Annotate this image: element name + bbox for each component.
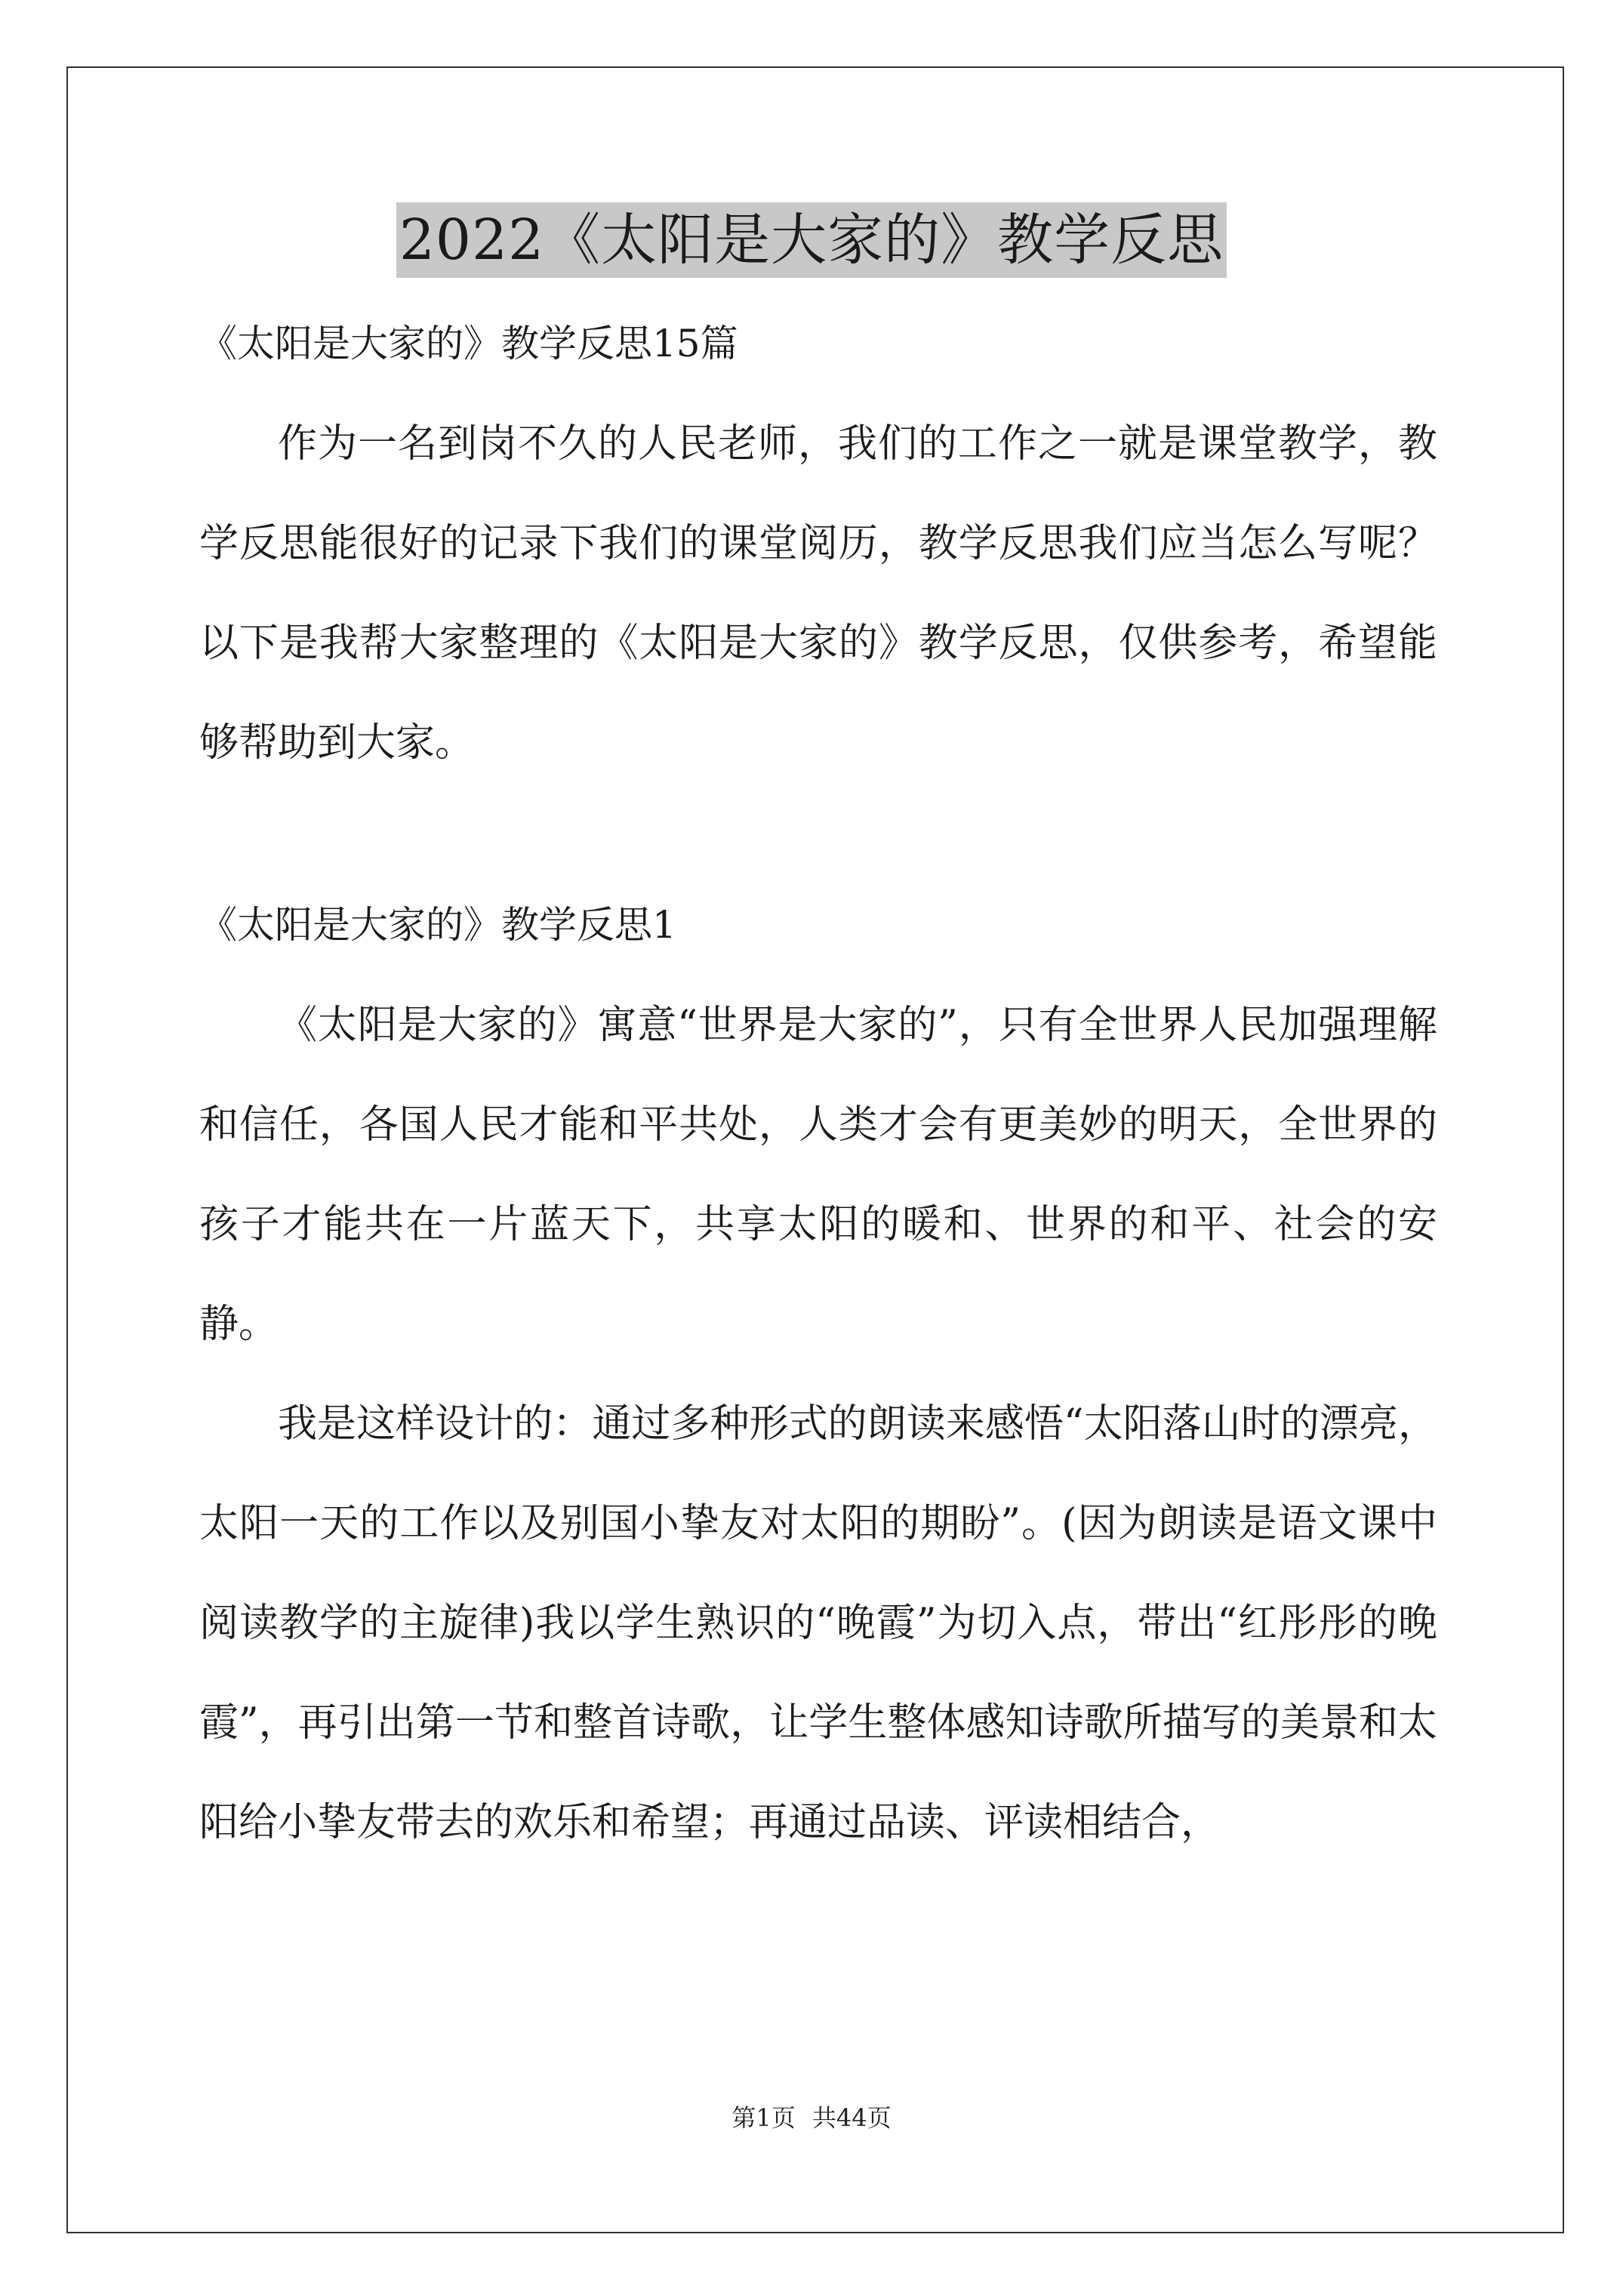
intro-paragraph: 作为一名到岗不久的人民老师，我们的工作之一就是课堂教学，教学反思能很好的记录下我们的课堂阅历，教学反思我们应当怎么写呢？以下是我帮大家整理的《太阳是大家的》教学反思，仅供参考，希望能够帮助到大家。 xyxy=(199,421,1437,766)
body-paragraph: 《太阳是大家的》寓意“世界是大家的”，只有全世界人民加强理解和信任，各国人民才能和平共处，人类才会有更美妙的明天，全世界的孩子才能共在一片蓝天下，共享太阳的暖和、世界的和平、社会的安静。 xyxy=(199,1003,1437,1347)
page-footer xyxy=(0,2099,1623,2134)
document-title: 2022《太阳是大家的》教学反思 xyxy=(396,202,1227,278)
page-total: 共44页 xyxy=(812,2103,892,2132)
section-spacer xyxy=(199,793,1437,883)
body-paragraph: 我是这样设计的：通过多种形式的朗读来感悟“太阳落山时的漂亮，太阳一天的工作以及别国小挚友对太阳的期盼”。(因为朗读是语文课中阅读教学的主旋律)我以学生熟识的“晚霞”为切入点，带出“红彤彤的晚霞”，再引出第一节和整首诗歌，让学生整体感知诗歌所描写的美景和太阳给小挚友带去的欢乐和希望；再通过品读、评读相结合， xyxy=(199,1401,1437,1845)
section-heading: 《太阳是大家的》教学反思1 xyxy=(199,903,676,947)
document-subtitle: 《太阳是大家的》教学反思15篇 xyxy=(199,322,738,365)
title-container xyxy=(0,202,1623,278)
page-number: 第1页 xyxy=(731,2103,796,2132)
document-body xyxy=(199,302,1437,1872)
